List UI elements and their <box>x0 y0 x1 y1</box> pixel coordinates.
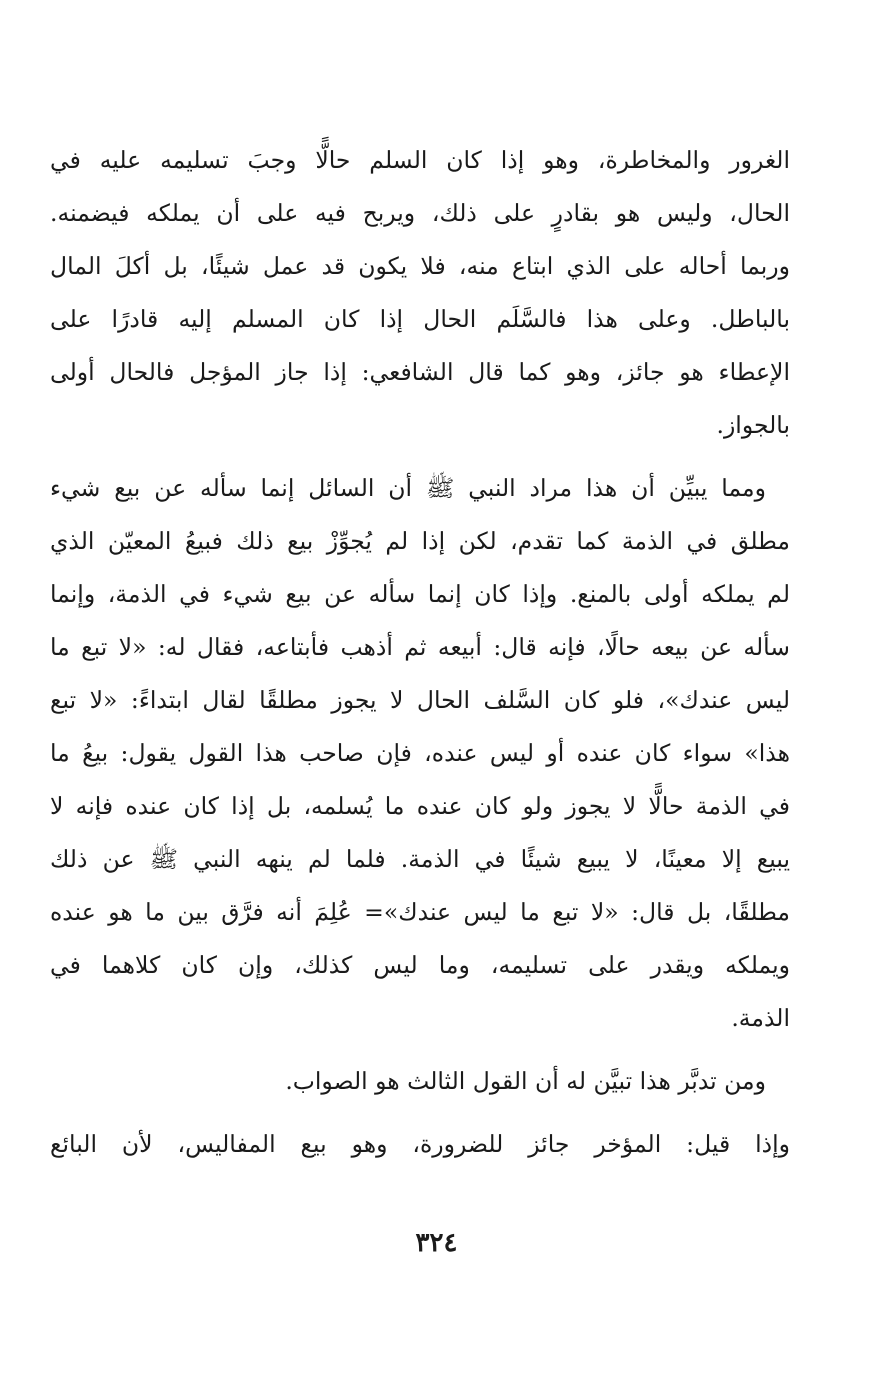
text-line: ومن تدبَّر هذا تبيَّن له أن القول الثالث هو الصواب. <box>285 1067 766 1095</box>
paragraph-1 <box>50 134 790 452</box>
text-line: في الذمة حالًّا لا يجوز ولو كان عنده ما يُسلمه، بل إذا كان عنده فإنه لا <box>50 792 790 820</box>
text-line: الغرور والمخاطرة، وهو إذا كان السلم حالًّا وجبَ تسليمه عليه في <box>50 146 790 174</box>
text-line: مطلق في الذمة كما تقدم، لكن إذا لم يُجوِّزْ بيع ذلك فبيعُ المعيّن الذي <box>50 527 790 555</box>
text-line: وإذا قيل: المؤخر جائز للضرورة، وهو بيع المفاليس، لأن البائع <box>50 1130 790 1158</box>
text-line: يبيع إلا معينًا، لا يبيع شيئًا في الذمة. فلما لم ينهه النبي ﷺ عن ذلك <box>50 845 790 873</box>
text-line: وربما أحاله على الذي ابتاع منه، فلا يكون قد عمل شيئًا، بل أكلَ المال <box>50 252 790 280</box>
text-line: ويملكه ويقدر على تسليمه، وما ليس كذلك، وإن كان كلاهما في <box>50 951 790 979</box>
text-line: لم يملكه أولى بالمنع. وإذا كان إنما سأله عن بيع شيء في الذمة، وإنما <box>50 580 790 608</box>
text-line: مطلقًا، بل قال: «لا تبع ما ليس عندك»= عُلِمَ أنه فرَّق بين ما هو عنده <box>50 898 790 926</box>
text-line: ومما يبيِّن أن هذا مراد النبي ﷺ أن السائل إنما سأله عن بيع شيء <box>50 474 766 502</box>
text-line: بالباطل. وعلى هذا فالسَّلَم الحال إذا كان المسلم إليه قادرًا على <box>50 305 790 333</box>
text-line: الحال، وليس هو بقادرٍ على ذلك، ويربح فيه على أن يملكه فيضمنه. <box>50 199 790 227</box>
text-line: هذا» سواء كان عنده أو ليس عنده، فإن صاحب هذا القول يقول: بيعُ ما <box>50 739 790 767</box>
text-line: ليس عندك»، فلو كان السَّلف الحال لا يجوز مطلقًا لقال ابتداءً: «لا تبع <box>50 686 790 714</box>
text-line: الذمة. <box>731 1004 790 1032</box>
paragraph-4 <box>50 1118 790 1171</box>
page-number: ٣٢٤ <box>415 1228 458 1258</box>
text-line: سأله عن بيعه حالًا، فإنه قال: أبيعه ثم أذهب فأبتاعه، فقال له: «لا تبع ما <box>50 633 790 661</box>
body-text <box>50 134 790 1171</box>
text-line: الإعطاء هو جائز، وهو كما قال الشافعي: إذا جاز المؤجل فالحال أولى <box>50 358 790 386</box>
paragraph-2 <box>50 462 790 1045</box>
paragraph-3 <box>50 1055 790 1108</box>
text-line: بالجواز. <box>716 411 790 439</box>
